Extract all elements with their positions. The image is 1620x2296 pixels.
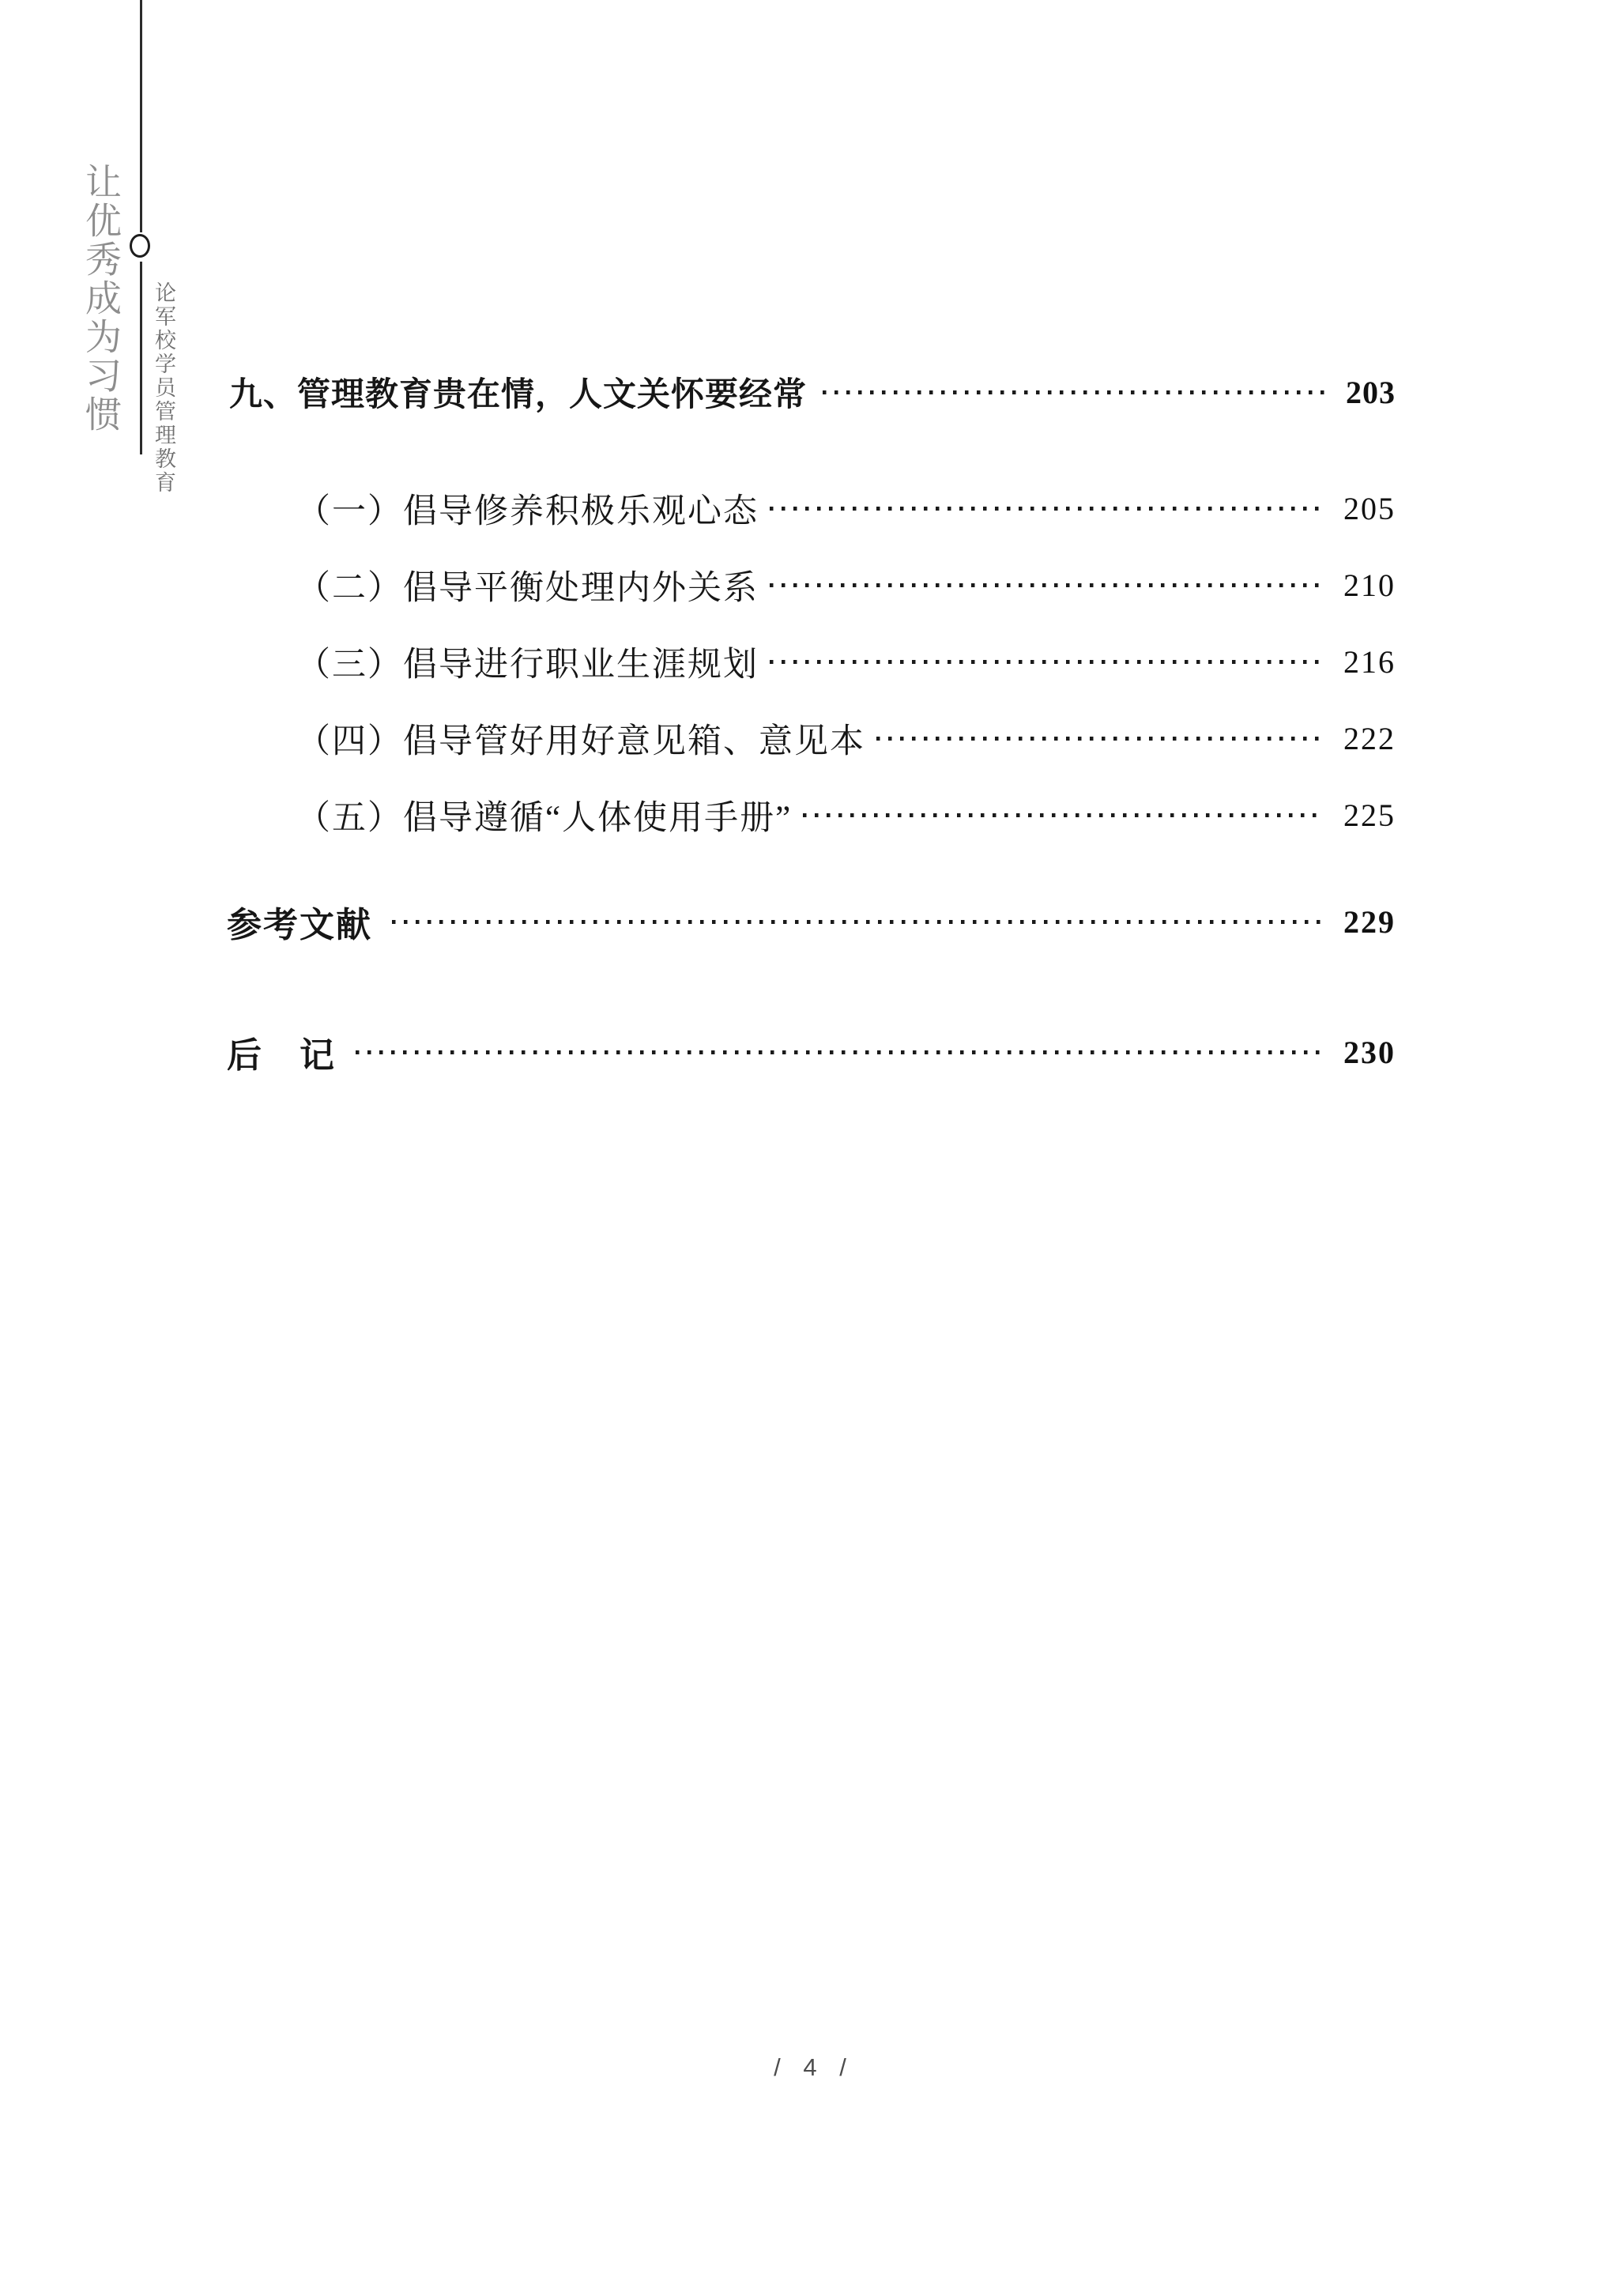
toc-chapter-label: 九、管理教育贵在情，人文关怀要经常 bbox=[229, 377, 808, 413]
footer-page-number: 4 bbox=[803, 2053, 817, 2081]
toc-section-label: （一）倡导修养积极乐观心态 bbox=[296, 492, 759, 530]
toc-section-row bbox=[296, 486, 1396, 530]
toc-section-label: （三）倡导进行职业生涯规划 bbox=[296, 646, 759, 684]
toc-section-page-number: 210 bbox=[1343, 567, 1396, 603]
toc-section-label: （五）倡导遵循“人体使用手册” bbox=[296, 799, 793, 837]
dot-leader bbox=[770, 660, 1324, 664]
toc-afterword-label: 后 记 bbox=[227, 1036, 336, 1075]
toc-afterword-row bbox=[227, 1030, 1396, 1074]
toc-section-label: （四）倡导管好用好意见箱、意见本 bbox=[296, 722, 865, 760]
sidebar-rule-top bbox=[140, 0, 142, 232]
dot-leader bbox=[770, 507, 1324, 511]
footer-slash-left: / bbox=[774, 2053, 781, 2081]
toc-section-page-number: 216 bbox=[1343, 643, 1396, 680]
toc-section-page-number: 225 bbox=[1343, 797, 1396, 833]
book-title-calligraphy: 让优秀成为习惯 bbox=[80, 163, 122, 434]
sidebar-rule-bottom bbox=[140, 262, 142, 454]
toc-section-row bbox=[296, 716, 1396, 760]
toc-references-label: 参考文献 bbox=[227, 906, 372, 944]
page-footer bbox=[0, 2053, 1620, 2082]
toc-section-page-number: 222 bbox=[1343, 720, 1396, 756]
sidebar-circle-ornament bbox=[130, 234, 150, 258]
toc-references-page-number: 229 bbox=[1343, 903, 1396, 940]
footer-slash-right: / bbox=[839, 2053, 846, 2081]
toc-chapter-page-number: 203 bbox=[1346, 374, 1396, 410]
book-subtitle-vertical: 论军校学员管理教育 bbox=[152, 281, 175, 495]
dot-leader bbox=[823, 390, 1324, 394]
toc-chapter-row bbox=[229, 370, 1396, 414]
dot-leader bbox=[356, 1050, 1324, 1054]
toc-section-row bbox=[296, 639, 1396, 684]
dot-leader bbox=[770, 583, 1324, 587]
toc-section-row bbox=[296, 563, 1396, 607]
toc-section-row bbox=[296, 793, 1396, 837]
dot-leader bbox=[803, 813, 1324, 817]
toc-section-label: （二）倡导平衡处理内外关系 bbox=[296, 569, 759, 607]
dot-leader bbox=[392, 920, 1324, 924]
dot-leader bbox=[876, 737, 1324, 741]
toc-afterword-page-number: 230 bbox=[1343, 1034, 1396, 1070]
toc-references-row bbox=[227, 899, 1396, 944]
toc-section-page-number: 205 bbox=[1343, 490, 1396, 526]
